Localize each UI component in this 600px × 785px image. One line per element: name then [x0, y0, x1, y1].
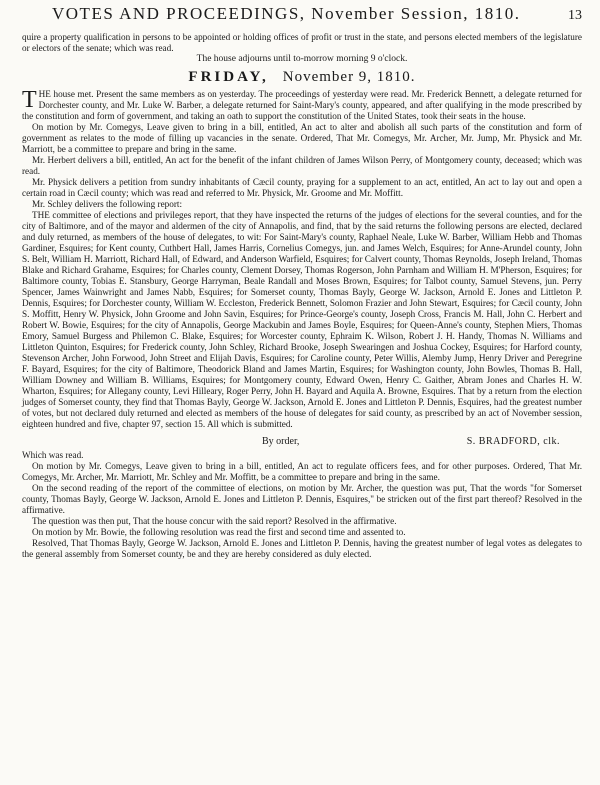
paragraph-officers-fees: On motion by Mr. Comegys, Leave given to bring in a bill, entitled, An act to regulate officers fees, and for other purposes. Ordered, That Mr. Comegys, Mr. Archer, Mr. Marriott, Mr. Schley and Mr. Moffitt, be a committee to prepare and bring in the same. [22, 461, 582, 482]
paragraph-motion-vacancies: On motion by Mr. Comegys, Leave given to bring in a bill, entitled, An act to alter and abolish all such parts of the constitution and form of government as relates to the mode of filling up vacancies in the senate. Ordered, That Mr. Comegys, Mr. Archer, Mr. Jump, Mr. Physick and Mr. Marriott, be a committee to prepare and bring in the same. [22, 122, 582, 154]
by-order-line [22, 436, 582, 447]
clerk-signature: S. BRADFORD, clk. [466, 436, 560, 447]
paragraph-physick-petition: Mr. Physick delivers a petition from sundry inhabitants of Cæcil county, praying for a supplement to an act, entitled, An act to lay out and open a certain road in Cæcil county; which was read and referred to Mr. Physick, Mr. Groome and Mr. Moffitt. [22, 177, 582, 198]
day-heading [22, 69, 582, 85]
paragraph-herbert-bill: Mr. Herbert delivers a bill, entitled, An act for the benefit of the infant children of James Wilson Perry, of Montgomery county, deceased; which was read. [22, 155, 582, 176]
paragraph-bowie-motion: On motion by Mr. Bowie, the following resolution was read the first and second time and assented to. [32, 527, 406, 537]
running-title: VOTES AND PROCEEDINGS, November Session, 1810. [52, 4, 521, 23]
continued-paragraph: quire a property qualification in persons to be appointed or holding offices of profit or trust in the state, and persons elected members of the legislature or electors of the senate; which was read. [22, 32, 582, 53]
paragraph-schley-report-intro: Mr. Schley delivers the following report: [32, 199, 183, 209]
paragraph-which-was-read: Which was read. [22, 450, 84, 460]
drop-cap: T [22, 87, 37, 113]
page-number: 13 [568, 8, 582, 23]
day-date: November 9, 1810. [282, 69, 416, 85]
adjournment-line: The house adjourns until to-morrow morning 9 o'clock. [196, 54, 408, 64]
opening-paragraph [22, 89, 582, 122]
day-name: FRIDAY, [188, 69, 269, 85]
opening-text: HE house met. Present the same members as on yesterday. The proceedings of yesterday were read. Mr. Frederick Bennett, a delegate returned for Dorchester county, and Mr. Luke W. Barber, a delegate returned for Saint-Mary's county, appeared, and after qualifying in the mode prescribed by the constitution and form of government, and taking an oath to support the constitution of the United States, took their seats in the house. [22, 89, 582, 121]
paragraph-second-reading: On the second reading of the report of the committee of elections, on motion by Mr. Archer, the question was put, That the words "for Somerset county, Thomas Bayly, George W. Jackson, Arnold E. Jones and Littleton P. Dennis, Esquires," be stricken out of the first part thereof? Resolved in the affirmative. [22, 483, 582, 515]
by-order-label: By order, [262, 436, 300, 447]
paragraph-concur: The question was then put, That the house concur with the said report? Resolved in the affirmative. [32, 516, 397, 526]
document-body [22, 32, 582, 560]
paragraph-committee-report: THE committee of elections and privileges report, that they have inspected the returns of the judges of elections for the several counties, and for the city of Baltimore, and of the mayor and aldermen of the city of Annapolis, and find, that by the said returns the following persons are elected, declared and duly returned, as members of the house of delegates, to wit: For Saint-Mary's county, Raphael Neale, Luke W. Barber, William Hebb and Thomas Gardiner, Esquires; for Kent county, Cuthbert Hall, James Harris, Cornelius Comegys, jun. and James Welch, Esquires; for Anne-Arundel county, John S. Belt, William H. Marriott, Richard Hall, of Edward, and Anderson Warfield, Esquires; for Calvert county, Thomas Reynolds, Joseph Ireland, Thomas Blake and Richard Grahame, Esquires; for Charles county, Clement Dorsey, Thomas Rogerson, John Parnham and William H. M'Pherson, Esquires; for Baltimore county, Tobias E. Stansbury, George Harryman, Beale Randall and Moses Brown, Esquires; for Talbot county, Samuel Stevens, jun. Perry Spencer, James Wainwright and James Nabb, Esquires; for Somerset county, Thomas Bayly, George W. Jackson, Arnold E. Jones and Littleton P. Dennis, Esquires; for Dorchester county, William W. Eccleston, Frederick Bennett, Solomon Frazier and John Stewart, Esquires; for Cæcil county, John S. Moffitt, Henry W. Physick, John Groome and John Savin, Esquires; for Prince-George's county, Joseph Cross, Francis M. Hall, John C. Herbert and Robert W. Bowie, Esquires; for the city of Annapolis, George Mackubin and James Boyle, Esquires; for Queen-Anne's county, Stephen Miers, Thomas Emory, Samuel Burgess and Philemon C. Blake, Esquires; for Worcester county, Ephraim K. Wilson, Robert J. H. Handy, Thomas N. Williams and Littleton Quinton, Esquires; for Frederick county, John Schley, Richard Brooke, Joseph Swearingen and Joshua Cockey, Esquires; for Harford county, Stevenson Archer, John Forwood, John Street and Elijah Davis, Esquires; for Caroline county, Peter Willis, Alemby Jump, Henry Driver and Peregrine F. Bayard, Esquires; for the city of Baltimore, Theodorick Bland and James Martin, Esquires; for Washington county, John Bowles, Thomas B. Hall, William Downey and William B. Williams, Esquires; for Montgomery county, Edward Owen, Henry C. Gaither, Abram Jones and Charles H. W. Wharton, Esquires; for Allegany county, Levi Hilleary, Roger Perry, John H. Bayard and Aquila A. Browne, Esquires. That by a return from the election judges of Somerset county, they find that Thomas Bayly, George W. Jackson, Arnold E. Jones and Littleton P. Dennis, Esquires, had the greatest number of votes, but not declared duly returned and elected as members of the house of delegates for said county, as prescribed by an act of November session, eighteen hundred and five, chapter 97, section 15. All which is submitted. [22, 210, 582, 429]
paragraph-resolution: Resolved, That Thomas Bayly, George W. Jackson, Arnold E. Jones and Littleton P. Dennis, having the greatest number of legal votes as delegates to the general assembly from Somerset county, be and they are hereby considered as duly elected. [22, 538, 582, 559]
running-head [52, 4, 582, 24]
